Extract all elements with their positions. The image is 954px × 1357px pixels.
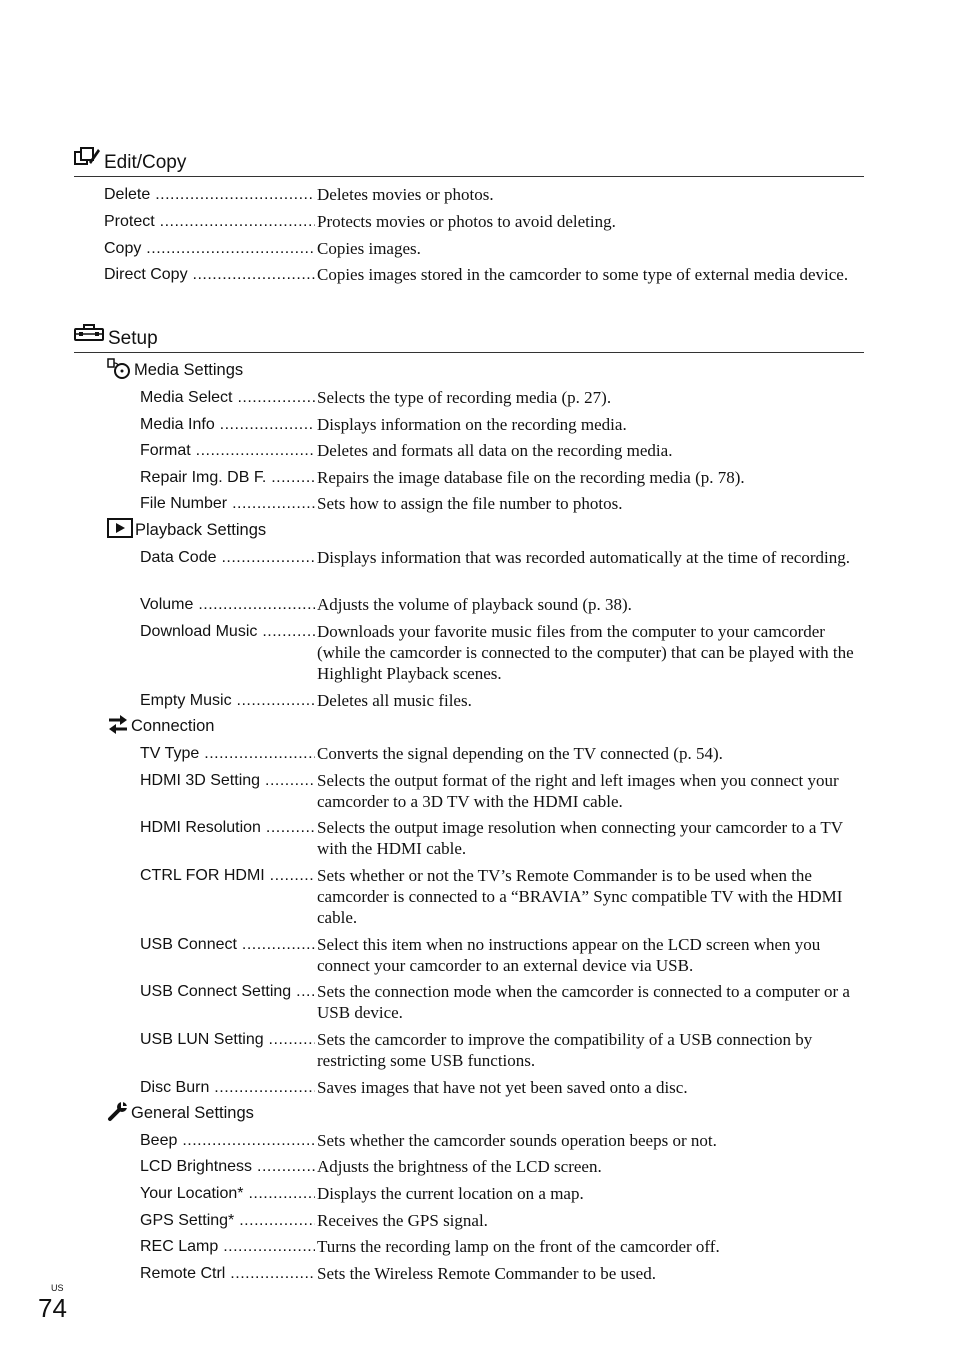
item-term: HDMI Resolution ..... — [140, 817, 315, 838]
item-term: REC Lamp ..... — [140, 1236, 315, 1257]
item-term: Delete ..... — [104, 184, 315, 205]
item-term: USB LUN Setting ..... — [140, 1029, 315, 1050]
item-term: Data Code ..... — [140, 547, 315, 568]
item-desc: Converts the signal depending on the TV connected (p. 54). — [317, 744, 723, 763]
item-desc: Sets how to assign the file number to photos. — [317, 494, 623, 513]
setup-header — [74, 322, 864, 353]
item-term: LCD Brightness ..... — [140, 1156, 315, 1177]
item-desc: Selects the output format of the right and left images when you connect your camcorder to a 3D TV with the HDMI cable. — [317, 771, 839, 811]
page-number: 74 — [38, 1293, 67, 1323]
item-term: Empty Music ..... — [140, 690, 315, 711]
item-term: Remote Ctrl ..... — [140, 1263, 315, 1284]
toolbox-icon — [74, 324, 104, 352]
item-term: HDMI 3D Setting ..... — [140, 770, 315, 791]
item-desc: Displays information that was recorded automatically at the time of recording. — [317, 548, 850, 567]
playback-settings-title: Playback Settings — [135, 520, 267, 539]
edit-copy-title: Edit/Copy — [104, 152, 187, 173]
item-desc: Adjusts the brightness of the LCD screen. — [317, 1157, 602, 1176]
item-term: USB Connect Setting ..... — [140, 981, 315, 1002]
item-desc: Turns the recording lamp on the front of the camcorder off. — [317, 1237, 720, 1256]
connection-header — [107, 715, 214, 737]
item-term: CTRL FOR HDMI ..... — [140, 865, 315, 886]
item-desc: Sets whether or not the TV’s Remote Commander is to be used when the camcorder is connected to a “BRAVIA” Sync compatible TV with the HDMI cable. — [317, 866, 843, 927]
item-desc: Adjusts the volume of playback sound (p. 38). — [317, 595, 632, 614]
item-term: Download Music ..... — [140, 621, 315, 642]
item-desc: Deletes and formats all data on the recording media. — [317, 441, 673, 460]
item-desc: Receives the GPS signal. — [317, 1211, 488, 1230]
item-term: Beep ..... — [140, 1130, 315, 1151]
region-label: US — [51, 1283, 64, 1293]
media-settings-title: Media Settings — [134, 360, 244, 379]
item-term: USB Connect ..... — [140, 934, 315, 955]
item-term: Volume ..... — [140, 594, 315, 615]
play-icon — [107, 518, 133, 543]
item-term: GPS Setting* ..... — [140, 1210, 315, 1231]
item-desc: Saves images that have not yet been saved onto a disc. — [317, 1078, 688, 1097]
general-settings-header — [107, 1102, 254, 1124]
connection-title: Connection — [131, 716, 215, 735]
item-desc: Repairs the image database file on the recording media (p. 78). — [317, 468, 745, 487]
edit-copy-icon — [74, 146, 100, 176]
setup-title: Setup — [108, 328, 158, 349]
item-desc: Sets the connection mode when the camcorder is connected to a computer or a USB device. — [317, 982, 850, 1022]
item-desc: Sets whether the camcorder sounds operation beeps or not. — [317, 1131, 717, 1150]
general-settings-title: General Settings — [131, 1103, 254, 1122]
item-term: Media Select ..... — [140, 387, 315, 408]
item-term: Disc Burn ..... — [140, 1077, 315, 1098]
item-desc: Downloads your favorite music files from the computer to your camcorder (while the camcorder is connected to the computer) that can be played with the Highlight Playback scenes. — [317, 622, 854, 683]
item-desc: Selects the output image resolution when connecting your camcorder to a TV with the HDMI cable. — [317, 818, 843, 858]
item-desc: Select this item when no instructions appear on the LCD screen when you connect your camcorder to an external device via USB. — [317, 935, 821, 975]
item-desc: Displays information on the recording media. — [317, 415, 627, 434]
item-desc: Sets the Wireless Remote Commander to be used. — [317, 1264, 656, 1283]
item-term: Repair Img. DB F. ..... — [140, 467, 315, 488]
playback-settings-header — [107, 519, 266, 541]
item-term: Direct Copy ..... — [104, 264, 315, 285]
item-desc: Deletes movies or photos. — [317, 185, 494, 204]
item-desc: Displays the current location on a map. — [317, 1184, 584, 1203]
media-icon — [106, 357, 132, 384]
item-term: TV Type ..... — [140, 743, 315, 764]
connection-arrows-icon — [107, 713, 129, 740]
item-desc: Copies images stored in the camcorder to some type of external media device. — [317, 265, 849, 284]
item-term: Protect ..... — [104, 211, 315, 232]
item-desc: Selects the type of recording media (p. 27). — [317, 388, 612, 407]
edit-copy-header — [74, 146, 864, 177]
item-desc: Copies images. — [317, 239, 421, 258]
item-term: Copy ..... — [104, 238, 315, 259]
wrench-icon — [107, 1100, 129, 1127]
item-term: File Number ..... — [140, 493, 315, 514]
item-desc: Deletes all music files. — [317, 691, 472, 710]
item-term: Media Info ..... — [140, 414, 315, 435]
item-term: Your Location* ..... — [140, 1183, 315, 1204]
item-term: Format ..... — [140, 440, 315, 461]
media-settings-header — [106, 359, 243, 381]
item-desc: Protects movies or photos to avoid deleting. — [317, 212, 616, 231]
item-desc: Sets the camcorder to improve the compatibility of a USB connection by restricting some USB functions. — [317, 1030, 813, 1070]
